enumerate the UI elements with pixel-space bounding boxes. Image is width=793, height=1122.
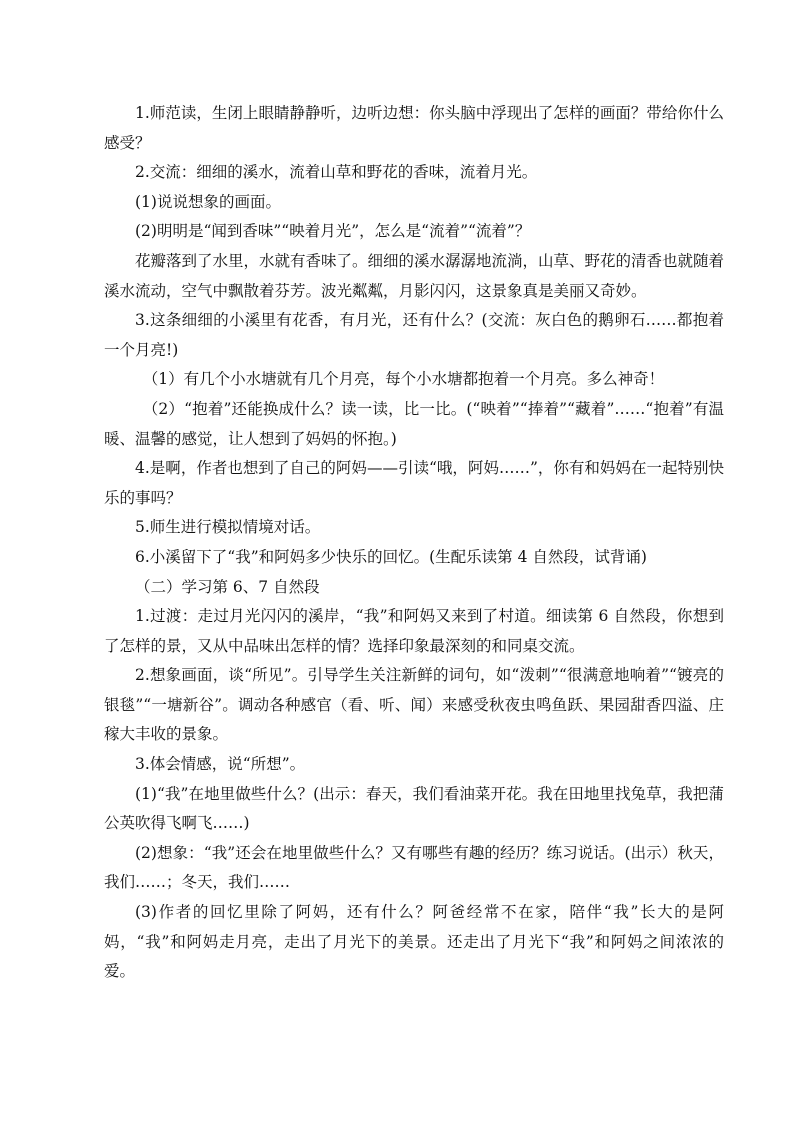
paragraph-2: 2.交流：细细的溪水，流着山草和野花的香味，流着月光。 bbox=[135, 163, 538, 182]
paragraph-15: 3.体会情感，说“所想”。 bbox=[135, 755, 306, 774]
paragraph-17: (2)想象：“我”还会在地里做些什么？又有哪些有趣的经历？练习说话。(出示）秋天，我们……；冬天，我们…… bbox=[104, 843, 724, 892]
paragraph-7: （1）有几个小水塘就有几个月亮，每个小水塘都抱着一个月亮。多么神奇！ bbox=[142, 370, 665, 389]
paragraph-16: (1)“我”在地里做些什么？(出示：春天，我们看油菜开花。我在田地里找兔草，我把蒲公英吹得飞啊飞……) bbox=[104, 784, 724, 833]
paragraph-9: 4.是啊，作者也想到了自己的阿妈——引读“哦，阿妈……”，你有和妈妈在一起特别快乐的事吗？ bbox=[104, 459, 724, 507]
section-heading: （二）学习第 6、7 自然段 bbox=[135, 577, 320, 596]
paragraph-5: 花瓣落到了水里，水就有香味了。细细的溪水潺潺地流淌，山草、野花的清香也就随着溪水流动，空气中飘散着芬芳。波光粼粼，月影闪闪，这景象真是美丽又奇妙。 bbox=[104, 251, 725, 300]
paragraph-1: 1.师范读，生闭上眼睛静静听，边听边想：你头脑中浮现出了怎样的画面？带给你什么感受？ bbox=[104, 104, 724, 152]
paragraph-13: 1.过渡：走过月光闪闪的溪岸，“我”和阿妈又来到了村道。细读第 6 自然段，你想到了怎样的景，又从中品味出怎样的情？选择印象最深刻的和同桌交流。 bbox=[104, 607, 724, 655]
paragraph-8: （2）“抱着”还能换成什么？读一读，比一比。(“映着”“捧着”“藏着”……“抱着”有温暖、温馨的感觉，让人想到了妈妈的怀抱。) bbox=[104, 399, 724, 448]
document-body bbox=[104, 99, 724, 987]
paragraph-6: 3.这条细细的小溪里有花香，有月光，还有什么？(交流：灰白色的鹅卵石……都抱着一个月亮!) bbox=[104, 311, 724, 359]
paragraph-11: 6.小溪留下了“我”和阿妈多少快乐的回忆。(生配乐读第 4 自然段，试背诵) bbox=[135, 547, 647, 566]
paragraph-14: 2.想象画面，谈“所见”。引导学生关注新鲜的词句，如“泼刺”“很满意地响着”“镀亮的银毯”“一塘新谷”。调动各种感官（看、听、闻）来感受秋夜虫鸣鱼跃、果园甜香四溢、庄稼大丰收的景象。 bbox=[104, 666, 724, 744]
paragraph-3: (1)说说想象的画面。 bbox=[135, 192, 281, 211]
paragraph-10: 5.师生进行模拟情境对话。 bbox=[135, 518, 321, 537]
paragraph-4: (2)明明是“闻到香味”“映着月光”，怎么是“流着”“流着”？ bbox=[135, 222, 531, 241]
paragraph-18: (3)作者的回忆里除了阿妈，还有什么？阿爸经常不在家，陪伴“我”长大的是阿妈，“我”和阿妈走月亮，走出了月光下的美景。还走出了月光下“我”和阿妈之间浓浓的爱。 bbox=[104, 903, 724, 981]
